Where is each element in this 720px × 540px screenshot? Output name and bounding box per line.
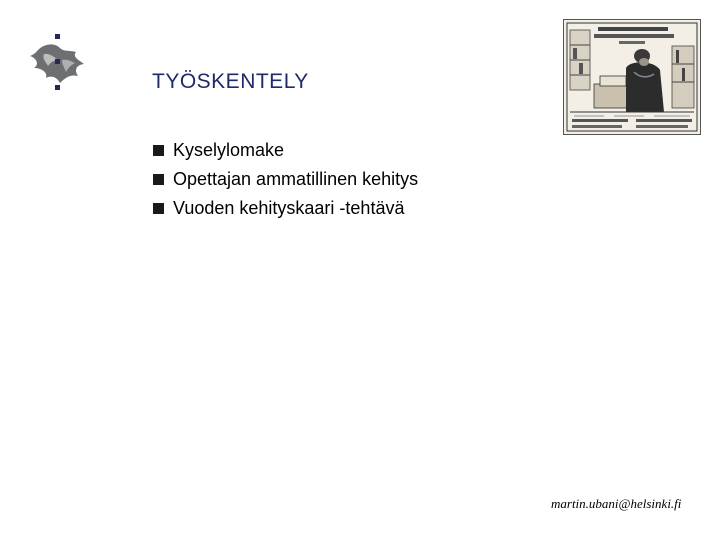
- bullet-item: [153, 165, 418, 194]
- square-bullet-icon: [153, 145, 164, 156]
- square-bullet-icon: [153, 174, 164, 185]
- bullet-text: Opettajan ammatillinen kehitys: [173, 169, 419, 189]
- bullet-text: Kyselylomake: [173, 140, 285, 160]
- bullet-item: [153, 136, 418, 165]
- university-logo-icon: [24, 30, 90, 96]
- woodcut-engraving-image: [563, 19, 701, 135]
- square-bullet-icon: [153, 203, 164, 214]
- slide-title: TYÖSKENTELY: [152, 70, 309, 93]
- bullet-list: [153, 136, 418, 223]
- bullet-item: [153, 194, 418, 223]
- bullet-text: Vuoden kehityskaari -tehtävä: [173, 198, 405, 218]
- author-email[interactable]: martin.ubani@helsinki.fi: [551, 496, 682, 511]
